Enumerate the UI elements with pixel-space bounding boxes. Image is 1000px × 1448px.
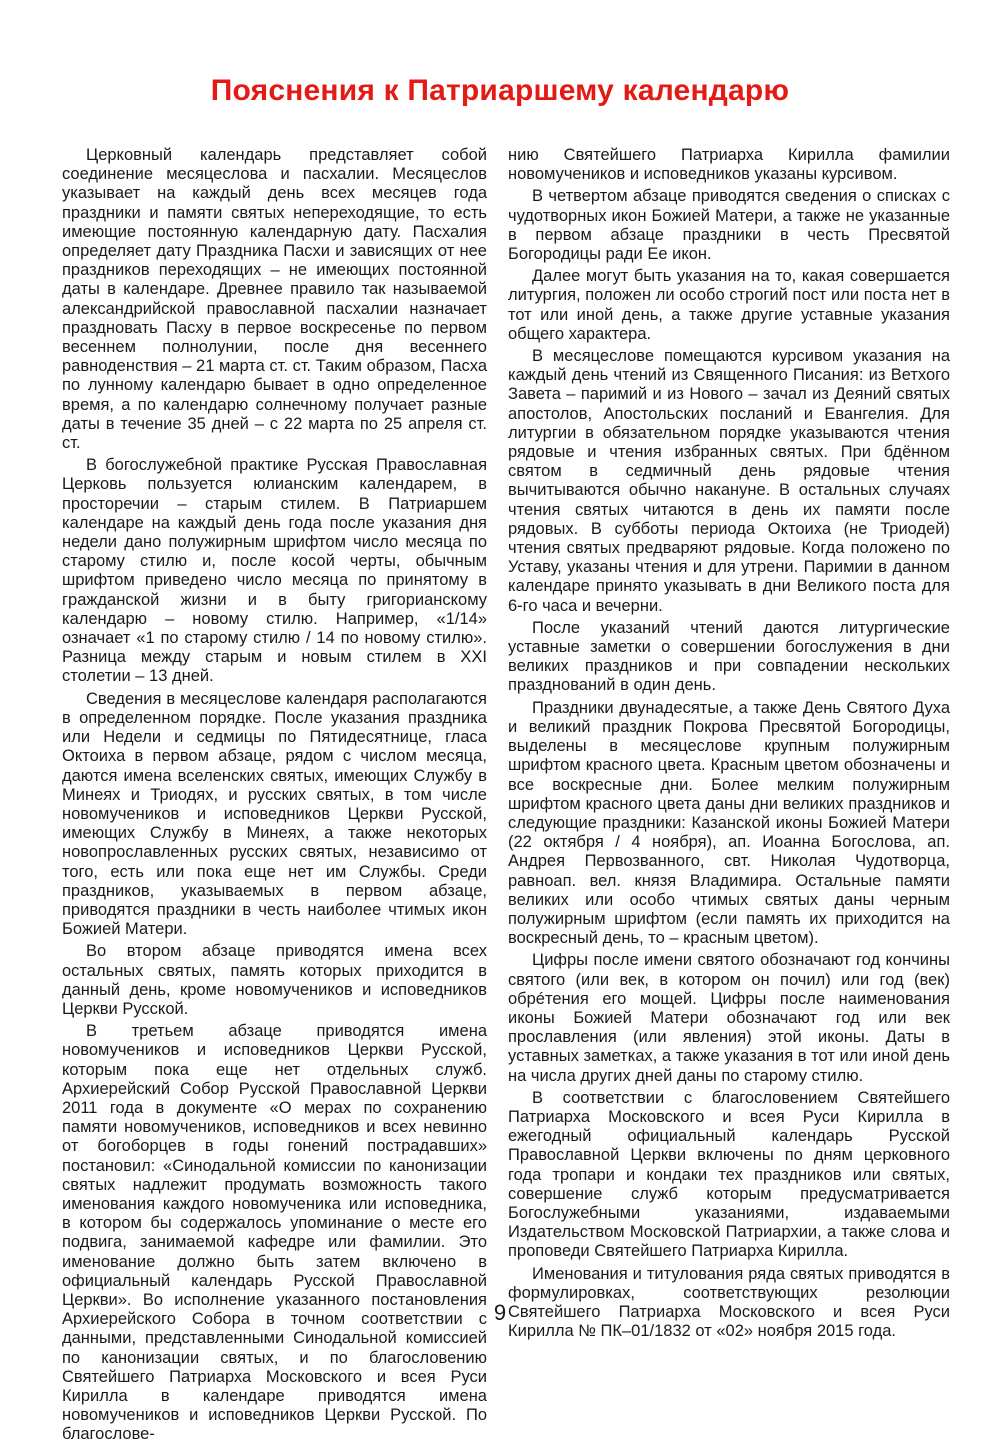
page-number: 9: [493, 1300, 507, 1325]
paragraph: После указаний чтений даются литургические уставные заметки о совершении богослужения в дни великих праздников и при совпадении нескольких празднований в один день.: [508, 618, 950, 695]
paragraph: В соответствии с благословением Святейшего Патриарха Московского и всея Руси Кирилла в ежегодный официальный календарь Русской Православной Церкви включены по дням церковного года тропари и кондаки тех праздников или святых, совершение служб которым предусматривается Богослужебными указаниями, издаваемыми Издательством Московской Патриархии, а также слова и проповеди Святейшего Патриарха Кирилла.: [508, 1088, 950, 1261]
paragraph: Праздники двунадесятые, а также День Святого Духа и великий праздник Покрова Пресвятой Богородицы, выделены в месяцеслове крупным полужирным шрифтом красного цвета. Красным цветом обозначены и все воскресные дни. Более мелким полужирным шрифтом красного цвета даны дни великих праздников и следующие праздники: Казанской иконы Божией Матери (22 октября / 4 ноября), ап. Иоанна Богослова, ап. Андрея Первозванного, свт. Николая Чудотворца, равноап. вел. князя Владимира. Остальные памяти великих или особо чтимых святых даны черным полужирным шрифтом (если память их приходится на воскресный день, то – красным цветом).: [508, 698, 950, 948]
paragraph: В богослужебной практике Русская Православная Церковь пользуется юлианским календарем, в просторечии – старым стилем. В Патриаршем календаре на каждый день года после указания дня недели дано полужирным шрифтом число месяца по старому стилю и, после косой черты, обычным шрифтом приведено число месяца по принятому в гражданской жизни и в быту григорианскому календарю – новому стилю. Например, «1/14» означает «1 по старому стилю / 14 по новому стилю». Разница между старым и новым стилем в XXI столетии – 13 дней.: [62, 456, 487, 686]
page-title: Пояснения к Патриаршему календарю: [210, 74, 790, 107]
paragraph: Далее могут быть указания на то, какая совершается литургия, положен ли особо строгий пост или поста нет в тот или иной день, а также другие уставные указания общего характера.: [508, 267, 950, 343]
paragraph-continuation: нию Святейшего Патриарха Кирилла фамилии новомучеников и исповедников указаны курсивом.: [508, 146, 950, 184]
paragraph: Во втором абзаце приводятся имена всех остальных святых, память которых приходится в данный день, кроме новомучеников и исповедников Церкви Русской.: [62, 942, 487, 1018]
paragraph: Именования и титулования ряда святых приводятся в формулировках, соответствующих резолюции Святейшего Патриарха Московского и всея Руси Кирилла № ПК–01/1832 от «02» ноября 2015 года.: [508, 1264, 950, 1341]
right-column: [508, 146, 950, 1344]
paragraph: В третьем абзаце приводятся имена новомучеников и исповедников Церкви Русской, которым пока еще нет отдельных служб. Архиерейский Собор Русской Православной Церкви 2011 года в документе «О мерах по сохранению памяти новомучеников, исповедников и всех невинно от богоборцев в годы гонений пострадавших» постановил: «Синодальной комиссии по канонизации святых надлежит продумать возможность такого именования каждого новомученика или исповедника, в котором бы содержалось упоминание о месте его подвига, занимаемой кафедре или фамилии. Это именование должно быть затем включено в официальный календарь Русской Православной Церкви». Во исполнение указанного постановления Архиерейского Собора в точном соответствии с данными, представленными Синодальной комиссией по канонизации святых, и по благословению Святейшего Патриарха Московского и всея Руси Кирилла в календаре приводятся имена новомучеников и исповедников Церкви Русской. По благослове-: [62, 1022, 487, 1444]
paragraph: Сведения в месяцеслове календаря располагаются в определенном порядке. После указания праздника или Недели и седмицы по Пятидесятнице, гласа Октоиха в первом абзаце, рядом с числом месяца, даются имена вселенских святых, имеющих Службу в Минеях и Триодях, и русских святых, в том числе новомучеников и исповедников Церкви Русской, имеющих Службу в Минеях, а также некоторых новопрославленных русских святых, независимо от того, есть или пока еще нет им Службы. Среди праздников, указываемых в первом абзаце, приводятся праздники в честь наиболее чтимых икон Божией Матери.: [62, 689, 487, 939]
left-column: [62, 146, 487, 1448]
paragraph: В месяцеслове помещаются курсивом указания на каждый день чтений из Священного Писания: из Ветхого Завета – паримий и из Нового – зачал из Деяний святых апостолов, Апостольских посланий и Евангелия. Для литургии в обязательном порядке указываются чтения рядовые и чтения избранных святых. При бдённом святом в седмичный день рядовые чтения вычитываются обычно накануне. В остальных случаях чтения святых читаются в день их памяти после рядовых. В субботы периода Октоиха (не Триодей) чтения святых предваряют рядовые. Когда положено по Уставу, указаны чтения и для утрени. Паримии в данном календаре принято указывать в дни Великого поста для 6-го часа и вечерни.: [508, 347, 950, 615]
paragraph: В четвертом абзаце приводятся сведения о списках с чудотворных икон Божией Матери, а также не указанные в первом абзаце праздники в честь Пресвятой Богородицы ради Ее икон.: [508, 187, 950, 264]
paragraph: Цифры после имени святого обозначают год кончины святого (или век, в котором он почил) или год (век) обрéтения его мощей. Цифры после наименования иконы Божией Матери обозначают год или век прославления (или явления) этой иконы. Даты в уставных заметках, а также указания в тот или иной день на числа других дней даны по старому стилю.: [508, 951, 950, 1085]
paragraph: Церковный календарь представляет собой соединение месяцеслова и пасхалии. Месяцеслов указывает на каждый день всех месяцев года праздники и памяти святых непереходящие, то есть имеющие постоянную календарную дату. Пасхалия определяет дату Праздника Пасхи и зависящих от нее праздников переходящих – не имеющих постоянной даты в календаре. Древнее правило так называемой александрийской православной пасхалии назначает праздновать Пасху в первое воскресенье по первом весеннем полнолунии, после дня весеннего равноденствия – 21 марта ст. ст. Таким образом, Пасха по лунному календарю бывает в одно определенное время, а по календарю солнечному получает разные даты в течение 35 дней – с 22 марта по 25 апреля ст. ст.: [62, 146, 487, 453]
